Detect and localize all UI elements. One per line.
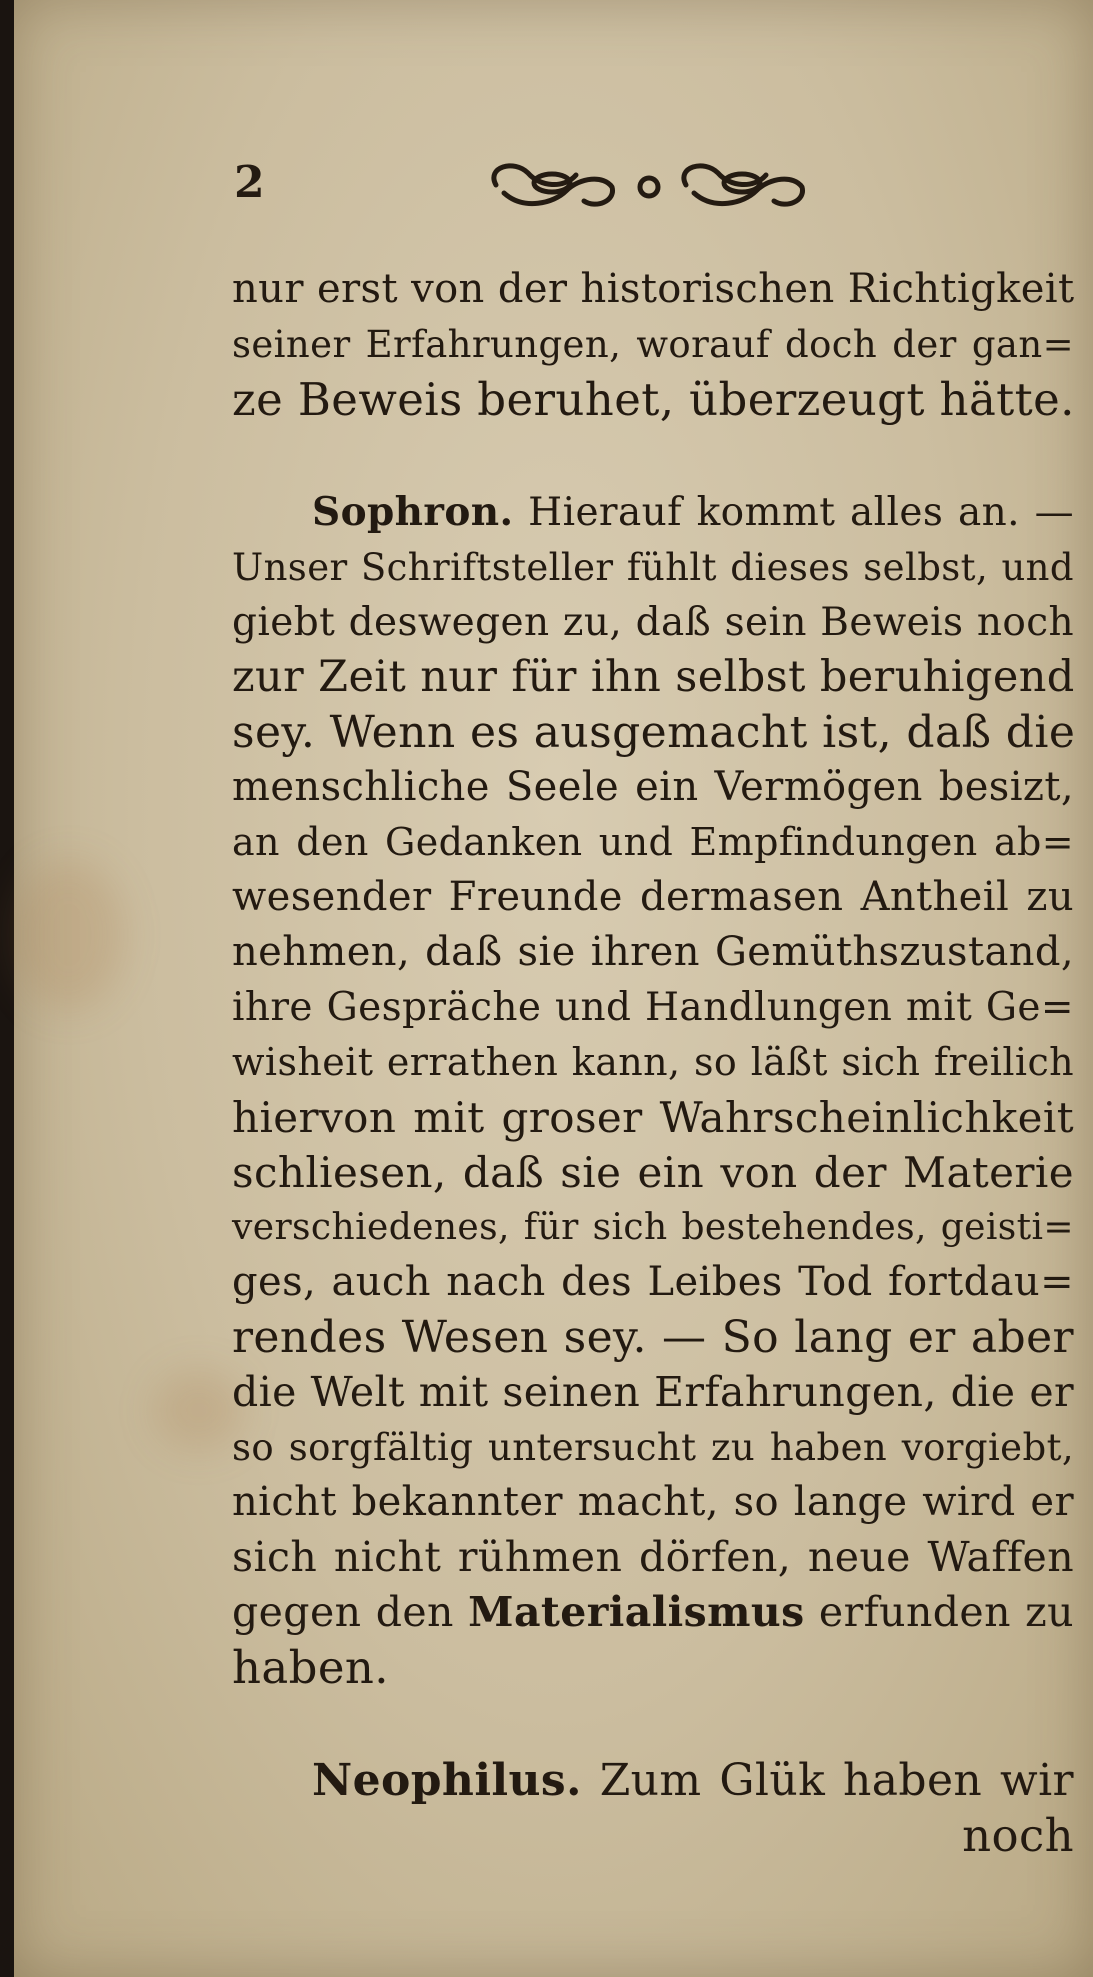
text-span: Zum Glük haben wir <box>599 1755 1074 1806</box>
text-span: gegen den <box>232 1588 454 1636</box>
page-header <box>14 145 1093 225</box>
catchword: noch <box>962 1809 1074 1862</box>
paper-stain <box>154 1370 244 1450</box>
text-line: seiner Erfahrungen, worauf doch der gan= <box>232 323 1074 366</box>
text-line: verschiedenes, für sich bestehendes, geisti= <box>232 1207 1074 1248</box>
ornament-icon <box>484 153 814 217</box>
text-line: ze Beweis beruhet, überzeugt hätte. <box>232 373 1075 426</box>
speaker-name: Sophron. <box>312 489 514 535</box>
text-line: rendes Wesen sey. — So lang er aber <box>232 1312 1074 1363</box>
text-line: ihre Gespräche und Handlungen mit Ge= <box>232 985 1074 1030</box>
text-line: sich nicht rühmen dörfen, neue Waffen <box>232 1533 1074 1581</box>
text-line: wisheit errathen kann, so läßt sich freilich <box>232 1040 1074 1084</box>
text-line: nehmen, daß sie ihren Gemüthszustand, <box>232 929 1074 975</box>
text-line: menschliche Seele ein Vermögen besizt, <box>232 764 1074 810</box>
body-text <box>232 262 1074 1863</box>
text-line: so sorgfältig untersucht zu haben vorgiebt, <box>232 1426 1074 1469</box>
paper-stain <box>14 860 124 1010</box>
text-line: sey. Wenn es ausgemacht ist, daß die <box>232 707 1076 758</box>
text-line: nicht bekannter macht, so lange wird er <box>232 1479 1074 1525</box>
book-page <box>14 0 1093 1977</box>
text-span: erfunden zu <box>818 1588 1074 1636</box>
text-line: haben. <box>232 1641 389 1694</box>
emphasized-word: Materialismus <box>468 1588 805 1636</box>
text-line: zur Zeit nur für ihn selbst beruhigend <box>232 652 1075 702</box>
speaker-name: Neophilus. <box>312 1755 582 1806</box>
text-line: hiervon mit groser Wahrscheinlichkeit <box>232 1093 1074 1142</box>
text-line: nur erst von der historischen Richtigkeit <box>232 266 1075 312</box>
text-line: Unser Schriftsteller fühlt dieses selbst, und <box>232 546 1074 589</box>
text-line: die Welt mit seinen Erfahrungen, die er <box>232 1368 1074 1416</box>
page-number: 2 <box>234 157 265 208</box>
text-span: Hierauf kommt alles an. — <box>528 490 1074 535</box>
paragraph-start-line <box>232 485 1074 540</box>
text-line: wesender Freunde dermasen Antheil zu <box>232 874 1074 920</box>
text-line: schliesen, daß sie ein von der Materie <box>232 1148 1074 1197</box>
text-line: an den Gedanken und Empfindungen ab= <box>232 820 1074 864</box>
text-line: giebt deswegen zu, daß sein Beweis noch <box>232 600 1074 645</box>
text-line: ges, auch nach des Leibes Tod fortdau= <box>232 1259 1074 1305</box>
text-line <box>232 1585 1074 1640</box>
paragraph-start-line <box>232 1753 1074 1808</box>
